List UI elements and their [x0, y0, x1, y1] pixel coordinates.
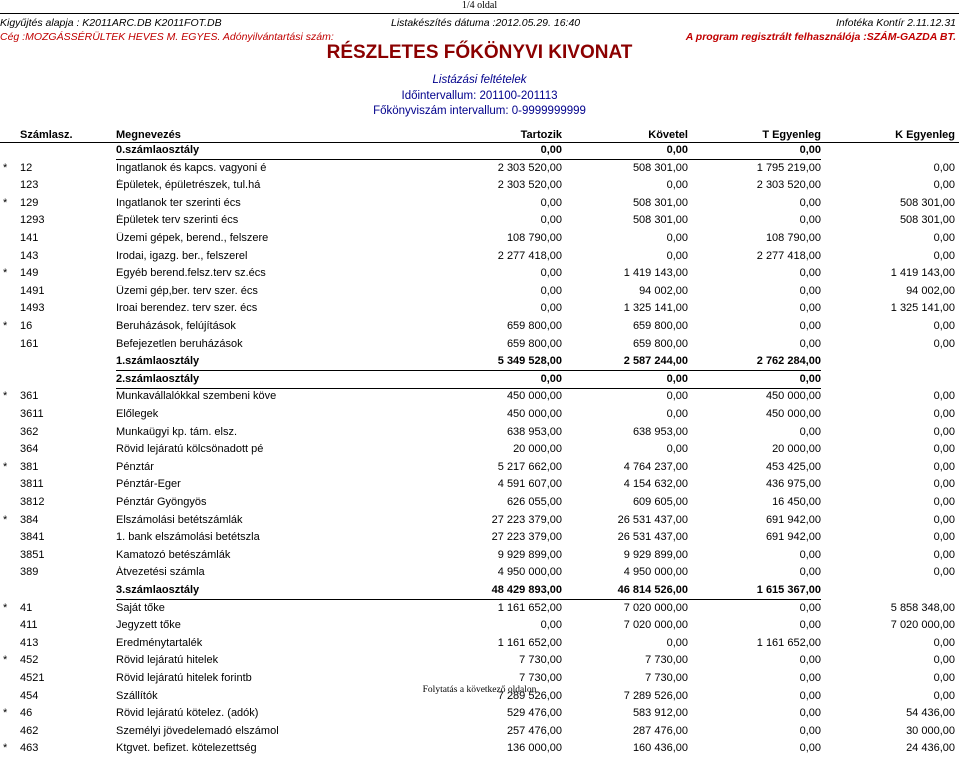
debit-balance-value: 0,00 — [799, 267, 821, 280]
table-row — [0, 338, 959, 354]
header-source: Kigyűjtés alapja : K2011ARC.DB K2011FOT.DB — [0, 17, 222, 29]
account-code: 1493 — [20, 302, 45, 315]
header-company: Cég :MOZGÁSSÉRÜLTEK HEVES M. EGYES. Adónyilvántartási szám: — [0, 31, 334, 43]
credit-balance-value: 0,00 — [933, 390, 955, 403]
table-row — [0, 302, 959, 318]
account-name: Rövid lejáratú hitelek — [116, 654, 219, 667]
debit-balance-value: 108 790,00 — [765, 232, 821, 244]
credit-balance-value: 1 419 143,00 — [890, 267, 955, 280]
account-name: Pénztár Gyöngyös — [116, 496, 207, 508]
col-header-name: Megnevezés — [116, 129, 181, 141]
table-row — [0, 707, 959, 723]
debit-balance-value: 453 425,00 — [765, 460, 821, 473]
account-name: Épületek, épületrészek, tul.há — [116, 179, 261, 192]
credit-balance-value: 0,00 — [933, 566, 955, 579]
debit-balance-value: 0,00 — [799, 566, 821, 579]
account-code: 46 — [20, 707, 33, 720]
debit-value: 5 217 662,00 — [497, 460, 562, 473]
debit-value: 0,00 — [540, 196, 562, 209]
account-code: 1491 — [20, 284, 45, 297]
credit-value: 659 800,00 — [632, 337, 688, 350]
debit-balance-value: 0,00 — [799, 425, 821, 438]
account-code: 452 — [20, 654, 39, 667]
marker-star: * — [3, 654, 8, 667]
credit-value: 0,00 — [666, 249, 688, 262]
debit-value: 626 055,00 — [506, 496, 562, 508]
account-name: Jegyzett tőke — [116, 619, 181, 632]
table-row — [0, 531, 959, 547]
credit-balance-value: 54 436,00 — [906, 707, 955, 720]
debit-balance-value: 1 615 367,00 — [756, 584, 821, 596]
credit-balance-value: 1 325 141,00 — [890, 302, 955, 315]
debit-value: 27 223 379,00 — [491, 531, 562, 544]
account-code: 161 — [20, 337, 39, 350]
account-name: Iroai berendez. terv szer. écs — [116, 302, 258, 315]
account-name: Rövid lejáratú kötelez. (adók) — [116, 707, 259, 720]
account-code: 129 — [20, 196, 39, 209]
account-code: 361 — [20, 390, 39, 403]
credit-value: 609 605,00 — [632, 496, 688, 508]
account-name: Pénztár-Eger — [116, 478, 181, 491]
account-code: 16 — [20, 320, 33, 332]
credit-balance-value: 0,00 — [933, 636, 955, 649]
account-name: Átvezetési számla — [116, 566, 205, 579]
total-underline — [116, 388, 821, 389]
credit-balance-value: 0,00 — [933, 320, 955, 332]
class-total-row — [0, 144, 959, 160]
credit-value: 0,00 — [666, 144, 688, 156]
credit-value: 94 002,00 — [639, 284, 688, 297]
debit-balance-value: 1 161 652,00 — [756, 636, 821, 649]
debit-value: 48 429 893,00 — [491, 584, 562, 596]
table-row — [0, 478, 959, 494]
debit-value: 4 950 000,00 — [497, 566, 562, 579]
debit-balance-value: 0,00 — [799, 196, 821, 209]
account-name: Előlegek — [116, 408, 159, 420]
credit-value: 508 301,00 — [632, 196, 688, 209]
debit-balance-value: 450 000,00 — [765, 390, 821, 403]
marker-star: * — [3, 320, 8, 332]
col-header-credit: Követel — [648, 129, 688, 141]
debit-value: 0,00 — [540, 284, 562, 297]
credit-balance-value: 5 858 348,00 — [890, 601, 955, 614]
account-name: Saját tőke — [116, 601, 165, 614]
debit-value: 257 476,00 — [506, 724, 562, 737]
class-total-row — [0, 584, 959, 600]
credit-value: 1 325 141,00 — [623, 302, 688, 315]
debit-balance-value: 450 000,00 — [765, 408, 821, 420]
debit-value: 2 303 520,00 — [497, 179, 562, 192]
credit-value: 7 730,00 — [645, 654, 688, 667]
account-name: Személyi jövedelemadó elszámol — [116, 724, 279, 737]
table-row — [0, 179, 959, 195]
credit-value: 659 800,00 — [632, 320, 688, 332]
debit-value: 0,00 — [540, 372, 562, 385]
filter-period: Időintervallum: 201100-201113 — [401, 90, 558, 102]
account-code: 381 — [20, 460, 39, 473]
table-row — [0, 390, 959, 406]
marker-star: * — [3, 267, 8, 280]
col-header-code: Számlasz. — [20, 129, 73, 141]
account-name: Eredménytartalék — [116, 636, 203, 649]
account-name: 3.számlaosztály — [116, 584, 200, 596]
credit-value: 0,00 — [666, 232, 688, 244]
col-header-debit: Tartozik — [520, 129, 562, 141]
page-number: 1/4 oldal — [461, 0, 498, 11]
credit-balance-value: 0,00 — [933, 478, 955, 491]
account-name: Szállítók — [116, 689, 158, 702]
debit-balance-value: 0,00 — [799, 284, 821, 297]
debit-balance-value: 691 942,00 — [765, 531, 821, 544]
credit-value: 0,00 — [666, 408, 688, 420]
credit-value: 638 953,00 — [632, 425, 688, 438]
debit-value: 7 730,00 — [519, 672, 562, 684]
credit-value: 2 587 244,00 — [623, 355, 688, 368]
account-name: Beruházások, felújítások — [116, 320, 236, 332]
debit-value: 20 000,00 — [513, 443, 562, 456]
credit-balance-value: 0,00 — [933, 689, 955, 702]
table-row — [0, 214, 959, 230]
debit-balance-value: 0,00 — [799, 144, 821, 156]
debit-balance-value: 0,00 — [799, 742, 821, 755]
marker-star: * — [3, 742, 8, 755]
credit-balance-value: 24 436,00 — [906, 742, 955, 755]
credit-value: 1 419 143,00 — [623, 267, 688, 280]
top-divider — [0, 13, 959, 14]
debit-value: 136 000,00 — [506, 742, 562, 755]
credit-value: 508 301,00 — [632, 161, 688, 174]
credit-value: 0,00 — [666, 390, 688, 403]
account-name: Ingatlanok és kapcs. vagyoni é — [116, 161, 267, 174]
account-name: Rövid lejáratú kölcsönadott pé — [116, 443, 264, 456]
account-code: 3611 — [20, 408, 44, 420]
col-header-debit-balance: T Egyenleg — [762, 129, 821, 141]
debit-value: 7 730,00 — [519, 654, 562, 667]
account-name: Üzemi gép,ber. terv szer. écs — [116, 284, 258, 297]
debit-value: 2 303 520,00 — [497, 161, 562, 174]
debit-value: 529 476,00 — [506, 707, 562, 720]
table-row — [0, 637, 959, 653]
credit-value: 583 912,00 — [632, 707, 688, 720]
credit-balance-value: 0,00 — [933, 672, 955, 684]
account-code: 364 — [20, 443, 39, 456]
debit-value: 27 223 379,00 — [491, 513, 562, 526]
account-code: 123 — [20, 179, 39, 192]
continuation-note: Folytatás a következő oldalon — [422, 685, 537, 695]
account-name: Épületek terv szerinti écs — [116, 214, 239, 227]
report-title: RÉSZLETES FŐKÖNYVI KIVONAT — [326, 42, 633, 63]
table-row — [0, 250, 959, 266]
credit-value: 7 020 000,00 — [623, 601, 688, 614]
class-total-row — [0, 355, 959, 371]
account-name: Irodai, igazg. ber., felszerel — [116, 249, 248, 262]
class-total-row — [0, 373, 959, 389]
credit-balance-value: 0,00 — [933, 425, 955, 438]
debit-value: 638 953,00 — [506, 425, 562, 438]
table-row — [0, 426, 959, 442]
account-name: Ingatlanok ter szerinti écs — [116, 196, 241, 209]
account-code: 141 — [20, 232, 39, 244]
debit-value: 659 800,00 — [506, 320, 562, 332]
credit-balance-value: 0,00 — [933, 513, 955, 526]
account-code: 4521 — [20, 672, 45, 684]
marker-star: * — [3, 196, 8, 209]
table-row — [0, 566, 959, 582]
account-code: 143 — [20, 249, 39, 262]
debit-value: 450 000,00 — [506, 408, 562, 420]
marker-star: * — [3, 601, 8, 614]
account-code: 3812 — [20, 496, 45, 508]
debit-balance-value: 2 303 520,00 — [756, 179, 821, 192]
marker-star: * — [3, 161, 8, 174]
debit-balance-value: 0,00 — [799, 372, 821, 385]
account-name: Elszámolási betétszámlák — [116, 513, 243, 526]
credit-balance-value: 0,00 — [933, 548, 955, 561]
debit-balance-value: 0,00 — [799, 337, 821, 350]
credit-balance-value: 0,00 — [933, 232, 955, 244]
header-divider — [0, 142, 959, 143]
debit-value: 1 161 652,00 — [497, 601, 562, 614]
account-code: 389 — [20, 566, 39, 579]
account-code: 454 — [20, 689, 39, 702]
debit-balance-value: 0,00 — [799, 601, 821, 614]
account-code: 1293 — [20, 214, 45, 227]
table-row — [0, 197, 959, 213]
marker-star: * — [3, 513, 8, 526]
account-code: 3841 — [20, 531, 45, 544]
credit-balance-value: 0,00 — [933, 460, 955, 473]
table-row — [0, 742, 959, 758]
credit-value: 0,00 — [666, 443, 688, 456]
debit-value: 659 800,00 — [506, 337, 562, 350]
credit-balance-value: 0,00 — [933, 179, 955, 192]
account-code: 411 — [20, 619, 38, 632]
debit-balance-value: 2 762 284,00 — [756, 355, 821, 368]
marker-star: * — [3, 390, 8, 403]
table-row — [0, 320, 959, 336]
credit-balance-value: 0,00 — [933, 531, 955, 544]
debit-value: 2 277 418,00 — [497, 249, 562, 262]
debit-balance-value: 1 795 219,00 — [756, 161, 821, 174]
table-row — [0, 461, 959, 477]
account-code: 462 — [20, 724, 39, 737]
credit-balance-value: 508 301,00 — [899, 214, 955, 227]
credit-balance-value: 0,00 — [933, 443, 955, 456]
account-code: 413 — [20, 636, 39, 649]
header-registered-user: A program regisztrált felhasználója :SZÁM-GAZDA BT. — [685, 31, 956, 43]
debit-balance-value: 2 277 418,00 — [756, 249, 821, 262]
total-underline — [116, 159, 821, 160]
debit-balance-value: 0,00 — [799, 320, 821, 332]
credit-balance-value: 0,00 — [933, 496, 955, 508]
table-row — [0, 285, 959, 301]
header-date: Listakészítés dátuma :2012.05.29. 16:40 — [391, 17, 581, 29]
credit-value: 4 764 237,00 — [623, 460, 688, 473]
debit-value: 5 349 528,00 — [497, 355, 562, 368]
filter-caption: Listázási feltételek — [432, 74, 527, 86]
debit-value: 108 790,00 — [506, 232, 562, 244]
account-code: 3811 — [20, 478, 44, 491]
debit-balance-value: 0,00 — [799, 724, 821, 737]
credit-value: 0,00 — [666, 179, 688, 192]
credit-balance-value: 508 301,00 — [899, 196, 955, 209]
debit-value: 1 161 652,00 — [497, 636, 562, 649]
marker-star: * — [3, 460, 8, 473]
credit-value: 46 814 526,00 — [617, 584, 688, 596]
debit-value: 0,00 — [540, 302, 562, 315]
header-version: Infotéka Kontír 2.11.12.31 — [835, 17, 956, 29]
table-row — [0, 549, 959, 565]
table-row — [0, 496, 959, 512]
table-row — [0, 602, 959, 618]
debit-value: 0,00 — [540, 144, 562, 156]
col-header-credit-balance: K Egyenleg — [895, 129, 955, 141]
debit-balance-value: 436 975,00 — [765, 478, 821, 491]
credit-value: 287 476,00 — [632, 724, 688, 737]
table-row — [0, 232, 959, 248]
account-code: 3851 — [20, 548, 45, 561]
debit-balance-value: 16 450,00 — [772, 496, 821, 508]
debit-value: 0,00 — [540, 619, 562, 632]
table-row — [0, 443, 959, 459]
debit-value: 0,00 — [540, 267, 562, 280]
credit-value: 26 531 437,00 — [617, 513, 688, 526]
filter-accounts: Főkönyviszám intervallum: 0-9999999999 — [373, 105, 586, 117]
account-name: Üzemi gépek, berend., felszere — [116, 232, 269, 244]
credit-value: 7 289 526,00 — [623, 689, 688, 702]
credit-value: 508 301,00 — [632, 214, 688, 227]
debit-balance-value: 0,00 — [799, 672, 821, 684]
account-name: Ktgvet. befizet. kötelezettség — [116, 742, 257, 755]
credit-value: 4 950 000,00 — [623, 566, 688, 579]
debit-value: 4 591 607,00 — [497, 478, 562, 491]
table-row — [0, 725, 959, 741]
account-name: 0.számlaosztály — [116, 144, 200, 156]
table-row — [0, 619, 959, 635]
account-code: 12 — [20, 161, 33, 174]
debit-value: 450 000,00 — [506, 390, 562, 403]
account-name: Rövid lejáratú hitelek forintb — [116, 672, 252, 684]
credit-value: 9 929 899,00 — [623, 548, 688, 561]
debit-balance-value: 0,00 — [799, 214, 821, 227]
account-code: 362 — [20, 425, 39, 438]
debit-value: 7 289 526,00 — [497, 689, 562, 702]
credit-value: 160 436,00 — [632, 742, 688, 755]
account-name: Befejezetlen beruházások — [116, 337, 243, 350]
credit-balance-value: 7 020 000,00 — [890, 619, 955, 632]
debit-value: 9 929 899,00 — [497, 548, 562, 561]
debit-balance-value: 0,00 — [799, 548, 821, 561]
debit-balance-value: 20 000,00 — [772, 443, 821, 456]
credit-balance-value: 0,00 — [933, 654, 955, 667]
marker-star: * — [3, 707, 8, 720]
credit-balance-value: 94 002,00 — [906, 284, 955, 297]
debit-balance-value: 0,00 — [799, 619, 821, 632]
credit-value: 7 730,00 — [645, 672, 688, 684]
table-row — [0, 514, 959, 530]
account-name: 2.számlaosztály — [116, 372, 200, 385]
table-row — [0, 654, 959, 670]
debit-value: 0,00 — [540, 214, 562, 227]
account-code: 149 — [20, 267, 39, 280]
credit-value: 0,00 — [666, 372, 688, 385]
table-row — [0, 408, 959, 424]
account-name: 1. bank elszámolási betétszla — [116, 531, 260, 544]
total-underline — [116, 599, 821, 600]
account-name: Kamatozó betészámlák — [116, 548, 231, 561]
credit-value: 7 020 000,00 — [623, 619, 688, 632]
credit-balance-value: 0,00 — [933, 161, 955, 174]
credit-balance-value: 0,00 — [933, 337, 955, 350]
credit-value: 4 154 632,00 — [623, 478, 688, 491]
debit-balance-value: 0,00 — [799, 302, 821, 315]
debit-balance-value: 0,00 — [799, 707, 821, 720]
table-row — [0, 162, 959, 178]
credit-value: 26 531 437,00 — [617, 531, 688, 544]
credit-balance-value: 30 000,00 — [906, 724, 955, 737]
account-name: Munkaügyi kp. tám. elsz. — [116, 425, 238, 438]
credit-value: 0,00 — [666, 636, 688, 649]
account-name: Pénztár — [116, 460, 154, 473]
account-code: 41 — [20, 601, 33, 614]
debit-balance-value: 0,00 — [799, 689, 821, 702]
debit-balance-value: 0,00 — [799, 654, 821, 667]
account-code: 384 — [20, 513, 39, 526]
table-row — [0, 267, 959, 283]
account-name: Munkavállalókkal szembeni köve — [116, 390, 277, 403]
total-underline — [116, 370, 821, 371]
debit-balance-value: 691 942,00 — [765, 513, 821, 526]
account-name: Egyéb berend.felsz.terv sz.écs — [116, 267, 266, 280]
account-code: 463 — [20, 742, 39, 755]
account-name: 1.számlaosztály — [116, 355, 200, 368]
credit-balance-value: 0,00 — [933, 249, 955, 262]
credit-balance-value: 0,00 — [933, 408, 955, 420]
